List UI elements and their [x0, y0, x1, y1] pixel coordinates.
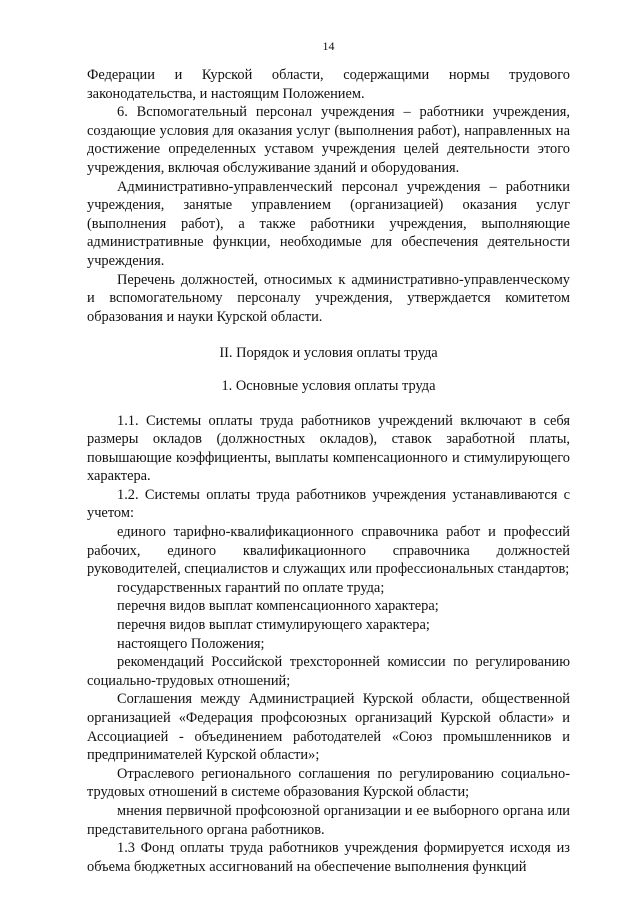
list-item: мнения первичной профсоюзной организации и ее выборного органа или представительного органа работников.	[87, 802, 570, 838]
list-item: перечня видов выплат компенсационного характера;	[117, 598, 439, 615]
paragraph-1-3: 1.3 Фонд оплаты труда работников учреждения формируется исходя из объема бюджетных ассигнований на обеспечение выполнения функций	[87, 840, 570, 875]
document-page	[87, 0, 570, 905]
list-item: государственных гарантий по оплате труда;	[117, 579, 385, 596]
section-heading: II. Порядок и условия оплаты труда	[219, 345, 438, 362]
list-item: настоящего Положения;	[117, 635, 265, 652]
list-item: единого тарифно-квалификационного справочника работ и профессий рабочих, единого квалификационного справочника должностей руководителей, специалистов и служащих или профессиональных стандартов;	[87, 524, 570, 578]
paragraph-1-1: 1.1. Системы оплаты труда работников учреждений включают в себя размеры окладов (должностных окладов), ставок заработной платы, повышающие коэффициенты, выплаты компенсационного и стимулирующего характера.	[87, 412, 570, 485]
paragraph-positions-list: Перечень должностей, относимых к административно-управленческому и вспомогательному персоналу учреждения, утверждается комитетом образования и науки Курской области.	[87, 271, 570, 325]
paragraph-admin-staff: Административно-управленческий персонал учреждения – работники учреждения, занятые управлением (организацией) оказания услуг (выполнения работ), а также работники учреждения, выполняющие административные функции, необходимые для обеспечения деятельности учреждения.	[87, 178, 570, 269]
page-number: 14	[322, 39, 335, 53]
list-item: рекомендаций Российской трехсторонней комиссии по регулированию социально-трудовых отношений;	[87, 654, 570, 689]
list-item: Отраслевого регионального соглашения по регулированию социально-трудовых отношений в системе образования Курской области;	[87, 765, 570, 801]
paragraph-auxiliary-staff: 6. Вспомогательный персонал учреждения – работники учреждения, создающие условия для оказания услуг (выполнения работ), направленных на достижение определенных уставом учреждения целей деятельности этого учреждения, включая обслуживание зданий и оборудования.	[87, 104, 570, 176]
list-item: перечня видов выплат стимулирующего характера;	[117, 617, 430, 634]
document-body	[87, 66, 570, 876]
paragraph-1-2: 1.2. Системы оплаты труда работников учреждения устанавливаются с учетом:	[87, 486, 570, 522]
paragraph-continuation: Федерации и Курской области, содержащими нормы трудового законодательства, и настоящим Положением.	[87, 67, 570, 102]
subsection-heading: 1. Основные условия оплаты труда	[221, 377, 436, 394]
list-item: Соглашения между Администрацией Курской области, общественной организацией «Федерация профсоюзных организаций Курской области» и Ассоциацией - объединением работодателей «Союз промышленников и предпринимателей Курской области»;	[87, 691, 570, 764]
